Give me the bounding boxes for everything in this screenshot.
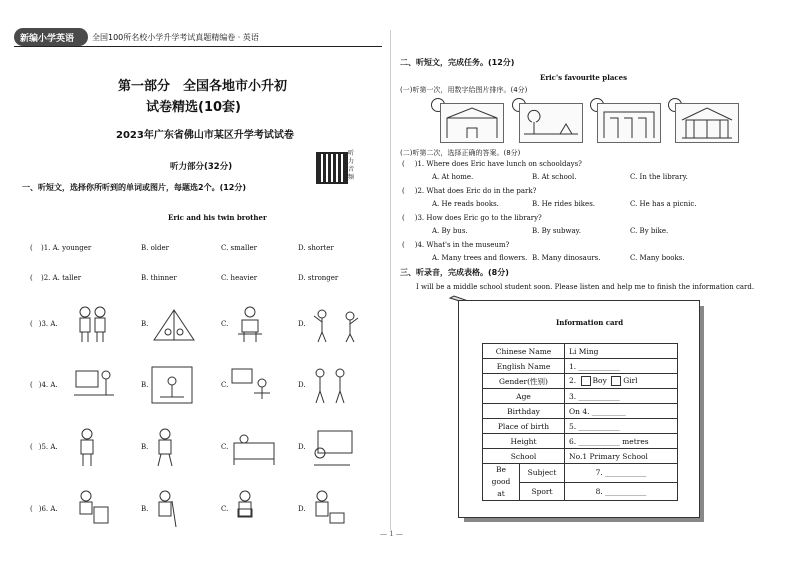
table-row	[483, 449, 678, 464]
library-picture	[597, 103, 661, 143]
chinese-name-value: Li Ming	[565, 344, 678, 359]
page-number: — 1 —	[380, 530, 403, 538]
gender-number: 2.	[569, 376, 577, 385]
english-name-label: English Name	[483, 359, 565, 374]
header-badge-text: 新编小学英语	[20, 34, 75, 44]
title-line1: 第一部分 全国各地市小升初	[118, 79, 288, 94]
header-rule	[14, 46, 382, 47]
p2-q1-option-c[interactable]: C. In the library.	[630, 173, 688, 181]
part2-story-title: Eric's favourite places	[540, 73, 628, 82]
badminton-picture	[308, 304, 364, 344]
height-label: Height	[483, 434, 565, 449]
p2-q1-option-a[interactable]: A. At home.	[432, 173, 474, 181]
boy-walking-picture	[150, 427, 180, 467]
age-label: Age	[483, 389, 565, 404]
q1-option-c[interactable]: C. smaller	[221, 244, 257, 252]
q6-label-c: C.	[221, 505, 229, 513]
be-good-at-label: Be good at	[483, 464, 520, 501]
qr-code	[316, 152, 348, 184]
boy-painting-picture	[72, 489, 112, 529]
table-row	[483, 404, 678, 419]
birthday-field[interactable]: On 4. _________	[565, 404, 678, 419]
p2-q3-option-a[interactable]: A. By bus.	[432, 227, 468, 235]
english-name-field[interactable]: 1. ___________	[565, 359, 678, 374]
q1-option-a[interactable]: )1. A. younger	[40, 244, 92, 252]
school-label: School	[483, 449, 565, 464]
p2-question-3: ( )3. How does Eric go to the library?	[402, 214, 542, 222]
video-call-picture	[308, 427, 356, 467]
girl-label: Girl	[623, 376, 638, 385]
boy-label: Boy	[592, 376, 607, 385]
q4-label-c: C.	[221, 381, 229, 389]
sport-field[interactable]: 8. ___________	[565, 482, 678, 501]
question-1: ( )1. A. younger	[30, 244, 92, 252]
school-value: No.1 Primary School	[565, 449, 678, 464]
table-row	[483, 359, 678, 374]
exam-title: 2023年广东省佛山市某区升学考试试卷	[116, 130, 294, 141]
question-5: ( )5. A.	[30, 443, 58, 451]
question-3: ( )3. A.	[30, 320, 58, 328]
p2-q2-option-c[interactable]: C. He has a picnic.	[630, 200, 697, 208]
part2-heading: 二、听短文，完成任务。(12分)	[400, 58, 515, 67]
page-divider	[390, 30, 391, 530]
girl-checkbox[interactable]	[611, 376, 621, 386]
p2-q3-option-c[interactable]: C. By bike.	[630, 227, 669, 235]
q2-option-b[interactable]: B. thinner	[141, 274, 177, 282]
gender-field	[565, 374, 678, 389]
q3-label-b: B.	[141, 320, 149, 328]
q6-label-d: D.	[298, 505, 306, 513]
computer-picture	[72, 365, 116, 405]
height-field[interactable]: 6. ___________ metres	[565, 434, 678, 449]
part2-task2: (二)听第二次，选择正确的答案。(8分)	[400, 149, 521, 157]
birthday-label: Birthday	[483, 404, 565, 419]
q2-option-c[interactable]: C. heavier	[221, 274, 258, 282]
reading-picture	[230, 304, 270, 344]
p2-question-2: ( )2. What does Eric do in the park?	[402, 187, 537, 195]
p2-q4-option-a[interactable]: A. Many trees and flowers.	[432, 254, 528, 262]
part2-task1: (一)听第一次，用数字给图片排序。(4分)	[400, 86, 528, 94]
question-4: ( )4. A.	[30, 381, 58, 389]
q2-option-d[interactable]: D. stronger	[298, 274, 339, 282]
listening-title: 听力部分(32分)	[170, 162, 233, 172]
q4-label-d: D.	[298, 381, 306, 389]
age-field[interactable]: 3. ___________	[565, 389, 678, 404]
p2-q3-option-b[interactable]: B. By subway.	[532, 227, 581, 235]
place-of-birth-label: Place of birth	[483, 419, 565, 434]
p2-q2-option-b[interactable]: B. He rides bikes.	[532, 200, 596, 208]
question-6: ( )6. A.	[30, 505, 58, 513]
q5-label-d: D.	[298, 443, 306, 451]
boy-sweeping-picture	[150, 489, 180, 529]
part1-story-title: Eric and his twin brother	[168, 213, 267, 222]
title-line2: 试卷精选(10套)	[146, 100, 241, 115]
table-row	[483, 464, 678, 483]
question-2: ( )2. A. taller	[30, 274, 82, 282]
boy-standing-picture	[72, 427, 102, 467]
chinese-name-label: Chinese Name	[483, 344, 565, 359]
table-row	[483, 344, 678, 359]
part3-intro: I will be a middle school student soon. Please listen and help me to finish the information card.	[416, 283, 755, 291]
tv-picture	[230, 365, 274, 405]
qr-caption: 听力音频	[348, 150, 355, 181]
q1-option-b[interactable]: B. older	[141, 244, 170, 252]
info-card-title: Information card	[556, 318, 624, 327]
boys-picture	[308, 365, 352, 405]
q3-label-c: C.	[221, 320, 229, 328]
kids-figure-picture	[72, 304, 112, 344]
q6-label-b: B.	[141, 505, 149, 513]
bed-picture	[230, 427, 278, 467]
p2-q4-option-b[interactable]: B. Many dinosaurs.	[532, 254, 601, 262]
table-row	[483, 389, 678, 404]
table-row	[483, 374, 678, 389]
museum-picture	[675, 103, 739, 143]
table-row	[483, 434, 678, 449]
park-picture	[519, 103, 583, 143]
p2-q1-option-b[interactable]: B. At school.	[532, 173, 577, 181]
subject-field[interactable]: 7. ___________	[565, 464, 678, 483]
place-of-birth-field[interactable]: 5. ___________	[565, 419, 678, 434]
q1-option-d[interactable]: D. shorter	[298, 244, 334, 252]
p2-q2-option-a[interactable]: A. He reads books.	[432, 200, 499, 208]
q3-label-d: D.	[298, 320, 306, 328]
p2-question-4: ( )4. What's in the museum?	[402, 241, 510, 249]
gender-label: Gender(性别)	[483, 374, 565, 389]
header-series: 全国100所名校小学升学考试真题精编卷 · 英语	[92, 33, 259, 42]
p2-question-1: ( )1. Where does Eric have lunch on schooldays?	[402, 160, 582, 168]
table-row	[483, 419, 678, 434]
part1-heading: 一、听短文，选择你所听到的单词或图片，每题选2个。(12分)	[22, 183, 247, 192]
p2-q4-option-c[interactable]: C. Many books.	[630, 254, 685, 262]
school-picture	[440, 103, 504, 143]
boy-reading-picture	[230, 489, 260, 529]
boy-cooking-picture	[308, 489, 348, 529]
tent-picture	[150, 304, 198, 344]
q5-label-c: C.	[221, 443, 229, 451]
q4-label-b: B.	[141, 381, 149, 389]
bedroom-picture	[150, 365, 194, 405]
boy-checkbox[interactable]	[581, 376, 591, 386]
info-table	[482, 343, 678, 501]
subject-label: Subject	[520, 464, 565, 483]
part3-heading: 三、听录音，完成表格。(8分)	[400, 268, 509, 277]
q2-option-a[interactable]: )2. A. taller	[40, 274, 82, 282]
sport-label: Sport	[520, 482, 565, 501]
q5-label-b: B.	[141, 443, 149, 451]
